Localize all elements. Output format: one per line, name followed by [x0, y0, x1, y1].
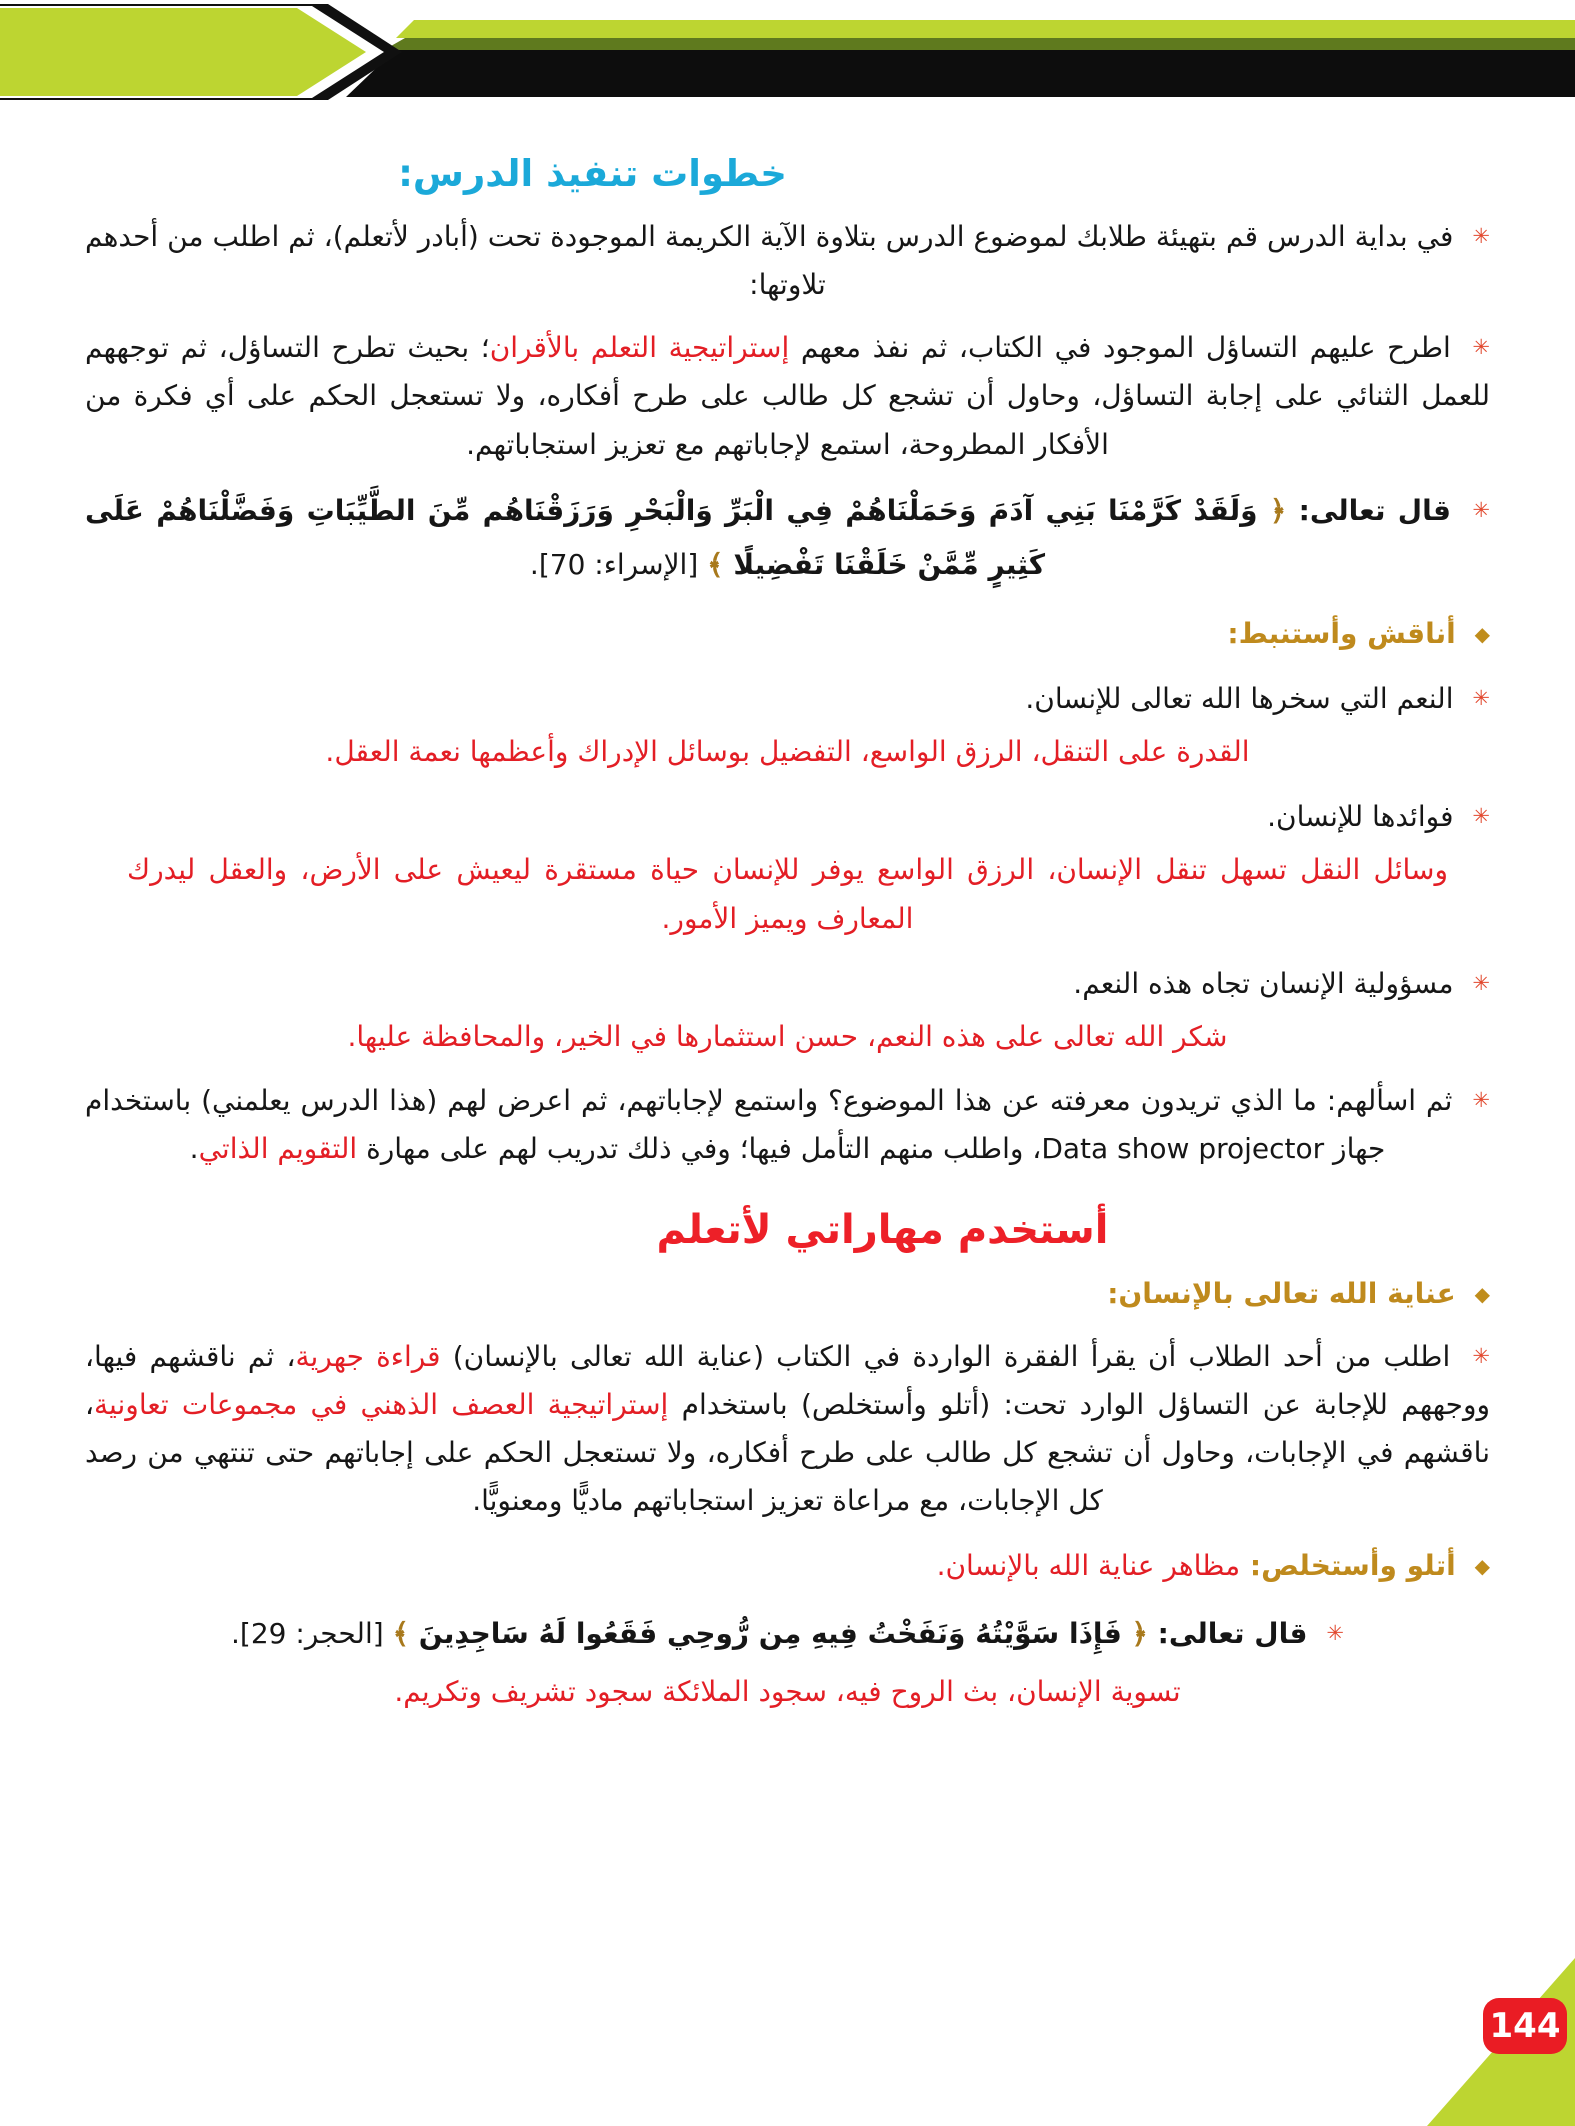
question-responsibility: [85, 960, 1490, 1008]
diamond-bullet-icon: ◆: [1474, 1554, 1490, 1579]
paragraph-text: ثم اسألهم: ما الذي تريدون معرفته عن هذا الموضوع؟ واستمع لإجاباتهم، ثم اعرض لهم (هذا الدرس يعلمني) باستخدام جهاز: [85, 1083, 1453, 1165]
answer-benefits: وسائل النقل تسهل تنقل الإنسان، الرزق الواسع يوفر للإنسان حياة مستقرة ليعيش على الأرض، والعقل ليدرك المعارف ويميز الأمور.: [127, 853, 1448, 935]
verse-reference: [الحجر: 29].: [231, 1616, 393, 1650]
answer-creation: تسوية الإنسان، بث الروح فيه، سجود الملائكة سجود تشريف وتكريم.: [394, 1674, 1181, 1708]
highlight-brainstorming-strategy: إستراتيجية العصف الذهني في مجموعات تعاونية: [94, 1387, 669, 1421]
star-bullet-icon: ✳︎: [1472, 335, 1490, 360]
quran-verse-isra-text: وَلَقَدْ كَرَّمْنَا بَنِي آدَمَ وَحَمَلْنَاهُمْ فِي الْبَرِّ وَالْبَحْرِ وَرَزَقْنَاهُم مِّنَ الطَّيِّبَاتِ وَفَضَّلْنَاهُمْ عَلَى كَثِيرٍ مِّمَّنْ خَلَقْنَا تَفْضِيلًا: [85, 493, 1258, 582]
label-text: أتلو وأستخلص:: [1240, 1549, 1456, 1583]
verse-reference: [الإسراء: 70].: [529, 548, 708, 582]
header-decoration: [0, 0, 1575, 108]
star-bullet-icon: ✳︎: [1472, 1343, 1491, 1368]
star-bullet-icon: ✳︎: [1472, 803, 1490, 828]
page-number: 144: [1489, 2006, 1561, 2046]
star-bullet-icon: ✳︎: [1472, 1087, 1490, 1112]
paragraph-text: ؛ بحيث تطرح التساؤل، ثم توجههم للعمل الثنائي على إجابة التساؤل، وحاول أن تشجع كل طالب على طرح أفكاره، ولا تستعجل الحكم على أي فكرة من الأفكار المطروحة، استمع لإجاباتهم مع تعزيز استجاباتهم.: [85, 331, 1490, 461]
paragraph-text: في بداية الدرس قم بتهيئة طلابك لموضوع الدرس بتلاوة الآية الكريمة الموجودة تحت (أبادر لأتعلم)، ثم اطلب من أحدهم تلاوتها:: [85, 220, 1454, 302]
quran-close-bracket: ﴾: [392, 1616, 419, 1650]
paragraph-text: اطلب من أحد الطلاب أن يقرأ الفقرة الواردة في الكتاب (عناية الله تعالى بالإنسان): [440, 1339, 1451, 1373]
latin-device-name: Data show projector: [1041, 1132, 1325, 1165]
answer-blessings: القدرة على التنقل، الرزق الواسع، التفضيل بوسائل الإدراك وأعظمها نعمة العقل.: [325, 735, 1250, 769]
quran-verse-hijr-text: فَإِذَا سَوَّيْتُهُ وَنَفَخْتُ فِيهِ مِن رُّوحِي فَقَعُوا لَهُ سَاجِدِينَ: [418, 1616, 1122, 1650]
star-bullet-icon: ✳︎: [1472, 685, 1490, 710]
question-text: مسؤولية الإنسان تجاه هذه النعم.: [1073, 966, 1454, 1000]
star-bullet-icon: ✳︎: [1326, 1620, 1344, 1645]
recite-answer-text: مظاهر عناية الله بالإنسان.: [936, 1549, 1241, 1583]
label-text: أناقش وأستنبط:: [1227, 616, 1456, 650]
verse-intro-text: قال تعالى:: [1147, 1616, 1308, 1650]
paragraph-verse-isra: [85, 484, 1490, 593]
diamond-bullet-icon: ◆: [1474, 621, 1490, 646]
star-bullet-icon: ✳︎: [1472, 970, 1490, 995]
paragraph-verse-hijr: [85, 1607, 1490, 1662]
paragraph-text: .: [189, 1132, 199, 1165]
question-text: النعم التي سخرها الله تعالى للإنسان.: [1025, 681, 1454, 715]
paragraph-lesson-intro: [85, 213, 1490, 309]
page-number-badge: [1483, 1998, 1567, 2054]
quran-open-bracket: ﴿: [1121, 1616, 1148, 1650]
paragraph-text: اطرح عليهم التساؤل الموجود في الكتاب، ثم نفذ معهم: [789, 331, 1451, 365]
paragraph-ask-students: [85, 1077, 1490, 1173]
star-bullet-icon: ✳︎: [1472, 497, 1491, 522]
label-gods-care: [85, 1270, 1490, 1318]
paragraph-text: ، واطلب منهم التأمل فيها؛ وفي ذلك تدريب لهم على مهارة: [357, 1132, 1042, 1165]
label-recite-extract: [85, 1542, 1490, 1590]
question-text: فوائدها للإنسان.: [1267, 799, 1454, 833]
paragraph-text: ، ثم ناقشهم فيها، ووجههم للإجابة عن التساؤل الوارد تحت: (أتلو وأستخلص) باستخدام: [85, 1339, 1490, 1421]
paragraph-peer-strategy: [85, 324, 1490, 468]
paragraph-text: ، ناقشهم في الإجابات، وحاول أن تشجع كل طالب على طرح أفكاره، ولا تستعجل الحكم على إجاباتهم حتى تنتهي من رصد كل الإجابات، مع مراعاة تعزيز استجاباتهم ماديًّا ومعنويًّا.: [85, 1387, 1490, 1518]
question-blessings: [85, 675, 1490, 723]
page-content: [0, 108, 1575, 1731]
highlight-self-assessment: التقويم الذاتي: [198, 1132, 358, 1165]
question-benefits: [85, 793, 1490, 841]
star-bullet-icon: ✳︎: [1472, 224, 1490, 248]
paragraph-reading-activity: [85, 1333, 1490, 1526]
diamond-bullet-icon: ◆: [1474, 1282, 1490, 1307]
section-title-use-my-skills: أستخدم مهاراتي لأتعلم: [656, 1207, 1109, 1254]
quran-open-bracket: ﴿: [1257, 493, 1287, 527]
quran-close-bracket: ﴾: [707, 548, 734, 582]
highlight-peer-learning-strategy: إستراتيجية التعلم بالأقران: [489, 331, 790, 365]
highlight-reading-aloud: قراءة جهرية: [295, 1339, 441, 1373]
verse-intro-text: قال تعالى:: [1286, 493, 1451, 527]
answer-responsibility: شكر الله تعالى على هذه النعم، حسن استثمارها في الخير، والمحافظة عليها.: [347, 1020, 1228, 1054]
section-title-lesson-steps: خطوات تنفيذ الدرس:: [398, 152, 787, 195]
label-discuss-conclude: [85, 610, 1490, 658]
label-text: عناية الله تعالى بالإنسان:: [1107, 1277, 1456, 1311]
